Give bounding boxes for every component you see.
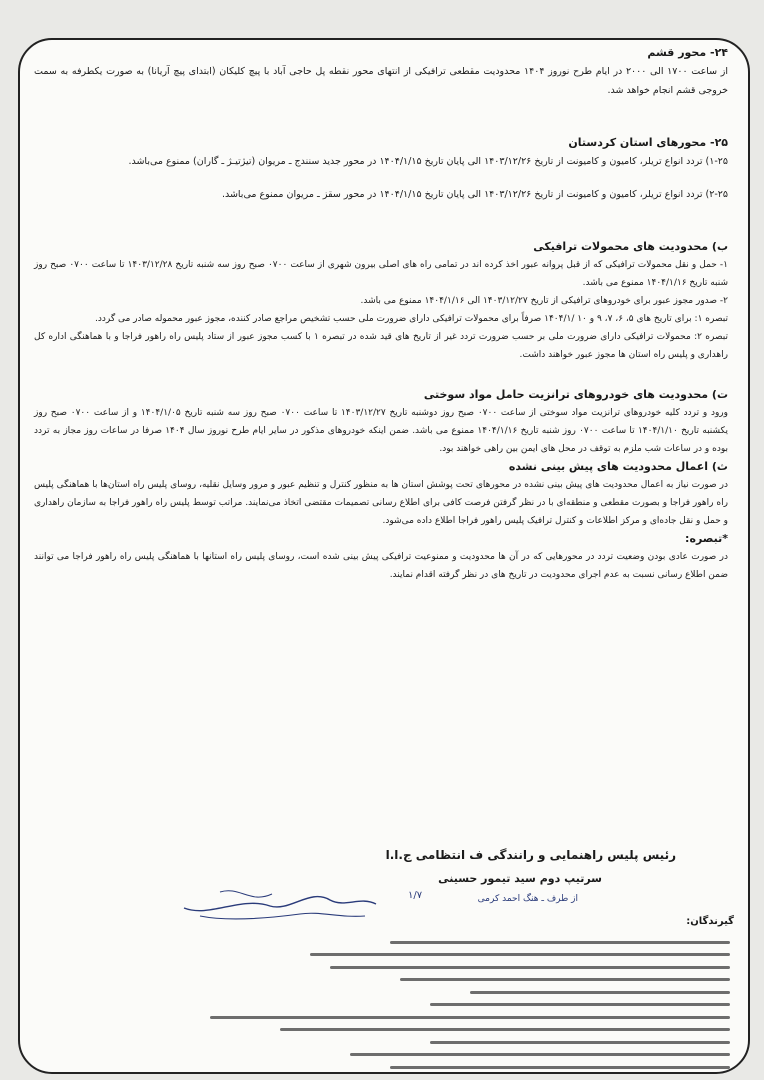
recipient-line [430,1041,730,1044]
section-b-item-2: ۲- صدور مجوز عبور برای خودروهای ترافیکی از تاریخ ۱۴۰۳/۱۲/۲۷ الی ۱۴۰۴/۱/۱۶ ممنوع می باشد. [360,296,728,306]
section-25-title: ۲۵- محورهای استان کردستان [568,136,728,149]
recipient-line [400,978,730,981]
recipient-line [310,953,730,956]
recipients-list [110,934,730,1074]
recipients-title: گیرندگان: [686,916,734,927]
recipient-line [210,1016,730,1019]
section-t-body: ورود و تردد کلیه خودروهای ترانزیت مواد سوختی از ساعت ۰۷۰۰ صبح روز دوشنبه تاریخ ۱۴۰۳/۱۲/۲۷ تا ساعت ۰۷۰۰ صبح روز سه شنبه تاریخ ۱۴۰۴/۱/۰۵ و از ساعت ۰۷۰۰ صبح روز یکشنبه تاریخ ۱۴۰۴/۱/۱۰ تا ساعت ۰۷۰۰ روز شنبه تاریخ ۱۴۰۴/۱/۱۶ ممنوع می باشد. ضمن اینکه خودروهای مذکور در سایر ایام طرح نوروز سال ۱۴۰۴ صرفا در ساعات روز مجاز به تردد بوده و در ساعات شب ملزم به توقف در محل های ایمن بین راهی خواهند بود. [34,408,729,454]
section-b-item-1: ۱- حمل و نقل محمولات ترافیکی که از قبل پروانه عبور اخذ کرده اند در تمامی راه های اصلی بیرون شهری از ساعت ۰۷۰۰ صبح روز سه شنبه تاریخ ۱۴۰۳/۱۲/۲۸ تا ساعت ۰۷۰۰ صبح روز شنبه تاریخ ۱۴۰۴/۱/۱۶ ممنوع می باشد. [34,260,728,288]
signatory-name: سرتیپ دوم سید تیمور حسینی [438,872,602,885]
handwritten-signature [180,878,380,928]
recipient-line [470,991,730,994]
recipient-line [390,1066,730,1069]
signatory-title: رئیس پلیس راهنمایی و رانندگی ف انتظامی ج.ا.ا [385,848,676,862]
recipient-line [390,941,730,944]
section-b-note-1: تبصره ۱: برای تاریخ های ۵، ۶، ۷، ۹ و ۱۰ /۱۴۰۴/۱ صرفاً برای محمولات ترافیکی دارای ضرورت ملی حسب تشخیص مراجع صادر کننده، مجوز عبور محموله صادر می گردد. [95,314,728,324]
recipient-line [350,1053,730,1056]
note-body: در صورت عادی بودن وضعیت تردد در محورهایی که در آن ها محدودیت و ممنوعیت ترافیکی پیش بینی شده است، روسای پلیس راه استانها با هماهنگی پلیس راه راهور فراجا می توانند ضمن اطلاع رسانی نسبت به عدم اجرای محدودیت در تاریخ های در نظر گرفته اقدام نمایند. [34,552,728,580]
section-t-title: ت) محدودیت های خودروهای ترانزیت حامل مواد سوختی [423,388,728,401]
section-24-title: ۲۴- محور قشم [647,46,728,59]
signatory-delegate: از طرف ـ هنگ احمد کرمی [477,894,578,904]
section-25-item-1: ۱-۲۵) تردد انواع تریلر، کامیون و کامیونت از تاریخ ۱۴۰۳/۱۲/۲۶ الی پایان تاریخ ۱۴۰۴/۱/۱۵ در محور جدید سنندج ـ مریوان (تیژتیـژ ـ گاران) ممنوع می‌باشد. [128,156,728,167]
section-24-body: از ساعت ۱۷۰۰ الی ۲۰۰۰ در ایام طرح نوروز ۱۴۰۴ محدودیت مقطعی ترافیکی از انتهای محور نقطه پل حاجی آباد با پیچ کلیکان (ابتدای پیچ آریانا) به صورت یکطرفه به سمت خروجی قشم انجام خواهد شد. [34,66,728,96]
document-body [34,44,728,584]
section-25-item-2: ۲-۲۵) تردد انواع تریلر، کامیون و کامیونت از تاریخ ۱۴۰۳/۱۲/۲۶ الی پایان تاریخ ۱۴۰۴/۱/۱۵ در محور سقز ـ مریوان ممنوع می‌باشد. [221,189,728,200]
note-title: *تبصره: [685,532,728,545]
section-th-body: در صورت نیاز به اعمال محدودیت های پیش بینی نشده در محورهای تحت پوشش استان ها به منظور کنترل و تنظیم عبور و مرور وسایل نقلیه، روسای پلیس راه استان‌ها با هماهنگی پلیس راه راهور فراجا و بصورت مقطعی و منطقه‌ای با در نظر گرفتن فرصت کافی برای اطلاع رسانی تصمیمات مقتضی اتخاذ می‌نمایند. مراتب توسط پلیس راه راهور فراجا به سازمان راهداری و حمل و نقل جاده‌ای و مرکز اطلاعات و کنترل ترافیک پلیس راهور فراجا اطلاع داده می‌شود. [34,480,728,526]
document-page [18,38,750,1074]
section-th-title: ث) اعمال محدودیت های پیش بینی نشده [508,460,728,473]
handwritten-initial: ۱/۷ [408,890,423,901]
recipient-line [430,1003,730,1006]
recipient-line [330,966,730,969]
section-b-title: ب) محدودیت های محمولات ترافیکی [533,240,728,253]
recipient-line [280,1028,730,1031]
section-b-note-2: تبصره ۲: محمولات ترافیکی دارای ضرورت ملی بر حسب ضرورت تردد غیر از تاریخ های قید شده در تبصره ۱ با کسب مجوز عبور از ستاد پلیس راه راهور فراجا و با هماهنگی اداره کل راهداری و پلیس راه استان ها مجوز عبور خواهند داشت. [34,332,728,360]
